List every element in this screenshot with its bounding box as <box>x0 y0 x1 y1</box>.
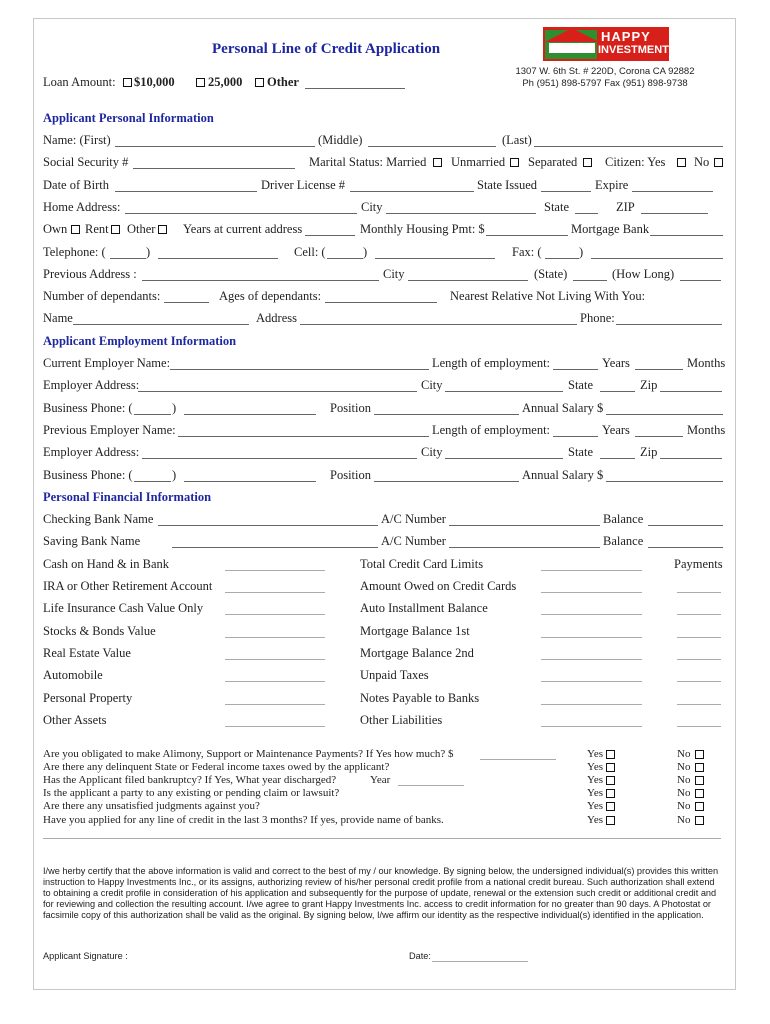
separated-checkbox[interactable] <box>583 158 592 167</box>
position-label: Position <box>330 401 371 415</box>
home-address-field[interactable] <box>125 213 357 214</box>
last-name-label: (Last) <box>502 133 532 147</box>
loan-25000-label: 25,000 <box>208 75 243 89</box>
no-checkbox[interactable] <box>695 816 704 825</box>
saving-ac-field[interactable] <box>449 547 600 548</box>
middle-name-field[interactable] <box>368 146 496 147</box>
liability-payment-field[interactable] <box>677 659 721 660</box>
mortgage-bank-field[interactable] <box>650 235 723 236</box>
no-checkbox[interactable] <box>695 789 704 798</box>
liability-balance-field[interactable] <box>541 704 642 705</box>
rent-checkbox[interactable] <box>111 225 120 234</box>
loan-10000-label: $10,000 <box>134 75 175 89</box>
previous-address-field[interactable] <box>142 280 379 281</box>
question-text: Has the Applicant filed bankruptcy? If Yes, What year discharged? <box>43 774 337 786</box>
previous-years-label: Years <box>602 423 630 437</box>
no-checkbox[interactable] <box>695 763 704 772</box>
unmarried-label: Unmarried <box>451 155 506 169</box>
position-field[interactable] <box>374 414 519 415</box>
loan-25000-checkbox[interactable] <box>196 78 205 87</box>
business-phone-area-field[interactable] <box>134 414 171 415</box>
yes-checkbox[interactable] <box>606 776 615 785</box>
state-issued-field[interactable] <box>541 191 591 192</box>
liability-balance-field[interactable] <box>541 726 642 727</box>
asset-value-field[interactable] <box>225 570 325 571</box>
separated-label: Separated <box>528 155 578 169</box>
loan-amount-label: Loan Amount: <box>43 75 116 89</box>
saving-balance-label: Balance <box>603 534 644 548</box>
married-checkbox[interactable] <box>433 158 442 167</box>
house-icon <box>545 30 597 59</box>
ssn-label: Social Security # <box>43 155 129 169</box>
saving-bank-field[interactable] <box>172 547 378 548</box>
expire-field[interactable] <box>632 191 713 192</box>
current-years-label: Years <box>602 356 630 370</box>
relative-address-field[interactable] <box>300 324 577 325</box>
asset-value-field[interactable] <box>225 726 325 727</box>
no-label: No <box>677 748 691 760</box>
liability-balance-field[interactable] <box>541 681 642 682</box>
current-length-months-field[interactable] <box>635 369 683 370</box>
ages-dependants-field[interactable] <box>325 302 437 303</box>
citizen-yes-label: Citizen: Yes <box>605 155 666 169</box>
previous-address-label: Previous Address : <box>43 267 137 281</box>
asset-value-field[interactable] <box>225 592 325 593</box>
current-employer-field[interactable] <box>170 369 429 370</box>
logo-word-investments: INVESTMENTS <box>598 44 677 56</box>
first-name-field[interactable] <box>115 146 315 147</box>
asset-label: Stocks & Bonds Value <box>43 624 156 638</box>
relative-name-label: Name <box>43 311 73 325</box>
first-name-label: Name: (First) <box>43 133 111 147</box>
banks-names-field[interactable] <box>43 838 721 839</box>
citizen-no-checkbox[interactable] <box>714 158 723 167</box>
fax-area-field[interactable] <box>545 258 579 259</box>
current-employer-label: Current Employer Name: <box>43 356 171 370</box>
business-phone-field[interactable] <box>184 414 316 415</box>
asset-label: Other Assets <box>43 713 107 727</box>
asset-value-field[interactable] <box>225 659 325 660</box>
no-label: No <box>677 814 691 826</box>
saving-bank-label: Saving Bank Name <box>43 534 141 548</box>
prev-business-phone-area-field[interactable] <box>134 481 171 482</box>
last-name-field[interactable] <box>534 146 723 147</box>
employment-info-heading: Applicant Employment Information <box>43 334 237 348</box>
yes-checkbox[interactable] <box>606 750 615 759</box>
monthly-housing-label: Monthly Housing Pmt: $ <box>360 222 485 236</box>
ages-dependants-label: Ages of dependants: <box>219 289 322 303</box>
loan-10000-checkbox[interactable] <box>123 78 132 87</box>
relative-phone-field[interactable] <box>616 324 722 325</box>
certification-text: I/we herby certify that the above information is valid and correct to the best of my / our knowledge. By signing below, the undersigned individual(s) provides this written instruction to Happy Investments Inc., or its assigns, authorizing review of his/her personal credit profile from a national credit bureau. Such authorization shall extend to obtaining a credit profile in consideration of his application and subsequently for the purpose of update, renewal or the extension such credit or additional credit and for reviewing and collection the resulting account. I/we agree to grant Happy Investments Inc. access to credit information for no greater than 90 days. A Photostat or facsimile copy of this authorization shall be valid as the original. By signing below, I/we affirm our identity as the respective individual(s) identified in the application. <box>43 866 719 920</box>
prev-employer-zip-label: Zip <box>640 445 658 459</box>
cell-number-field[interactable] <box>375 258 495 259</box>
previous-employer-field[interactable] <box>178 436 429 437</box>
form-title: Personal Line of Credit Application <box>212 41 441 57</box>
previous-state-field[interactable] <box>573 280 607 281</box>
liability-balance-field[interactable] <box>541 592 642 593</box>
state-issued-label: State Issued <box>477 178 538 192</box>
asset-label: Real Estate Value <box>43 646 131 660</box>
own-checkbox[interactable] <box>71 225 80 234</box>
previous-length-months-field[interactable] <box>635 436 683 437</box>
fax-label: Fax: ( <box>512 245 542 259</box>
yes-label: Yes <box>587 787 604 799</box>
liability-label: Notes Payable to Banks <box>360 691 480 705</box>
asset-label: IRA or Other Retirement Account <box>43 579 213 593</box>
employer-address-label: Employer Address: <box>43 378 140 392</box>
other-housing-checkbox[interactable] <box>158 225 167 234</box>
asset-label: Automobile <box>43 668 103 682</box>
prev-business-phone-paren: ) <box>172 468 177 482</box>
prev-employer-state-field[interactable] <box>600 458 635 459</box>
home-address-label: Home Address: <box>43 200 121 214</box>
previous-employer-label: Previous Employer Name: <box>43 423 176 437</box>
num-dependants-label: Number of dependants: <box>43 289 161 303</box>
home-zip-field[interactable] <box>641 213 708 214</box>
liability-payment-field[interactable] <box>677 592 721 593</box>
yes-checkbox[interactable] <box>606 789 615 798</box>
asset-value-field[interactable] <box>225 704 325 705</box>
liability-label: Other Liabilities <box>360 713 443 727</box>
liability-label: Mortgage Balance 2nd <box>360 646 474 660</box>
previous-city-field[interactable] <box>408 280 528 281</box>
previous-length-label: Length of employment: <box>432 423 551 437</box>
prev-business-phone-label: Business Phone: ( <box>43 468 133 482</box>
employer-state-field[interactable] <box>600 391 635 392</box>
loan-other-label: Other <box>267 75 299 89</box>
nearest-relative-label: Nearest Relative Not Living With You: <box>450 289 646 303</box>
company-address <box>505 66 705 90</box>
liability-payment-field[interactable] <box>677 681 721 682</box>
no-checkbox[interactable] <box>695 750 704 759</box>
previous-state-label: (State) <box>534 267 568 281</box>
no-label: No <box>677 774 691 786</box>
liability-payment-field[interactable] <box>677 726 721 727</box>
fax-number-field[interactable] <box>591 258 723 259</box>
home-city-label: City <box>361 200 383 214</box>
telephone-paren-close: ) <box>146 245 151 259</box>
rent-label: Rent <box>85 222 109 236</box>
liability-payment-field[interactable] <box>677 614 721 615</box>
yes-label: Yes <box>587 761 604 773</box>
asset-value-field[interactable] <box>225 614 325 615</box>
question-text: Are you obligated to make Alimony, Support or Maintenance Payments? If Yes how much? $ <box>43 748 454 760</box>
current-length-years-field[interactable] <box>553 369 598 370</box>
logo-word-happy: HAPPY <box>601 29 651 44</box>
yes-label: Yes <box>587 814 604 826</box>
how-long-field[interactable] <box>680 280 721 281</box>
no-label: No <box>677 761 691 773</box>
date-label: Date: <box>409 951 431 961</box>
middle-name-label: (Middle) <box>318 133 363 147</box>
liability-label: Unpaid Taxes <box>360 668 429 682</box>
no-checkbox[interactable] <box>695 776 704 785</box>
question-text: Have you applied for any line of credit in the last 3 months? If yes, provide name of banks. <box>43 814 444 826</box>
bankruptcy-year-field[interactable] <box>398 785 464 786</box>
prev-employer-city-field[interactable] <box>445 458 563 459</box>
relative-name-field[interactable] <box>73 324 249 325</box>
employer-address-field[interactable] <box>138 391 417 392</box>
asset-label: Personal Property <box>43 691 133 705</box>
telephone-label: Telephone: ( <box>43 245 106 259</box>
checking-ac-field[interactable] <box>449 525 600 526</box>
business-phone-label: Business Phone: ( <box>43 401 133 415</box>
cell-paren-close: ) <box>363 245 368 259</box>
home-state-label: State <box>544 200 569 214</box>
how-long-label: (How Long) <box>612 267 675 281</box>
liability-payment-field[interactable] <box>677 637 721 638</box>
current-months-label: Months <box>687 356 726 370</box>
home-zip-label: ZIP <box>616 200 635 214</box>
marital-married-label: Marital Status: Married <box>309 155 427 169</box>
prev-employer-address-label: Employer Address: <box>43 445 140 459</box>
question-text: Are there any unsatisfied judgments against you? <box>43 800 260 812</box>
no-checkbox[interactable] <box>695 802 704 811</box>
prev-employer-city-label: City <box>421 445 443 459</box>
years-at-address-label: Years at current address <box>183 222 303 236</box>
telephone-area-field[interactable] <box>110 258 146 259</box>
liability-balance-field[interactable] <box>541 637 642 638</box>
previous-city-label: City <box>383 267 405 281</box>
relative-address-label: Address <box>256 311 297 325</box>
applicant-signature-label: Applicant Signature : <box>43 951 128 961</box>
checking-bank-field[interactable] <box>158 525 378 526</box>
yes-label: Yes <box>587 774 604 786</box>
mortgage-bank-label: Mortgage Bank <box>571 222 650 236</box>
citizen-no-label: No <box>694 155 710 169</box>
other-housing-label: Other <box>127 222 156 236</box>
employer-state-label: State <box>568 378 593 392</box>
loan-other-field[interactable] <box>305 88 405 89</box>
yes-checkbox[interactable] <box>606 763 615 772</box>
liability-label: Auto Installment Balance <box>360 601 488 615</box>
employer-city-label: City <box>421 378 443 392</box>
address-line-1: 1307 W. 6th St. # 220D, Corona CA 92882 <box>515 66 695 77</box>
prev-annual-salary-field[interactable] <box>606 481 723 482</box>
home-state-field[interactable] <box>575 213 598 214</box>
asset-value-field[interactable] <box>225 637 325 638</box>
bankruptcy-year-label: Year <box>370 774 391 786</box>
monthly-housing-field[interactable] <box>486 235 568 236</box>
own-label: Own <box>43 222 68 236</box>
alimony-amount-field[interactable] <box>480 759 556 760</box>
employer-zip-field[interactable] <box>660 391 722 392</box>
checking-balance-field[interactable] <box>648 525 723 526</box>
prev-position-field[interactable] <box>374 481 519 482</box>
num-dependants-field[interactable] <box>164 302 209 303</box>
annual-salary-label: Annual Salary $ <box>522 401 604 415</box>
liability-label: Amount Owed on Credit Cards <box>360 579 517 593</box>
financial-info-heading: Personal Financial Information <box>43 490 212 504</box>
saving-ac-label: A/C Number <box>381 534 446 548</box>
yes-checkbox[interactable] <box>606 816 615 825</box>
expire-label: Expire <box>595 178 629 192</box>
dob-label: Date of Birth <box>43 178 109 192</box>
asset-label: Cash on Hand & in Bank <box>43 557 170 571</box>
prev-annual-salary-label: Annual Salary $ <box>522 468 604 482</box>
checking-balance-label: Balance <box>603 512 644 526</box>
dob-field[interactable] <box>115 191 257 192</box>
employer-zip-label: Zip <box>640 378 658 392</box>
checking-bank-label: Checking Bank Name <box>43 512 154 526</box>
telephone-number-field[interactable] <box>158 258 278 259</box>
citizen-yes-checkbox[interactable] <box>677 158 686 167</box>
happy-investments-logo <box>543 27 677 61</box>
asset-label: Life Insurance Cash Value Only <box>43 601 204 615</box>
years-at-address-field[interactable] <box>305 235 355 236</box>
payments-header: Payments <box>674 557 723 571</box>
prev-employer-zip-field[interactable] <box>660 458 722 459</box>
yes-checkbox[interactable] <box>606 802 615 811</box>
no-label: No <box>677 787 691 799</box>
fax-paren-close: ) <box>579 245 584 259</box>
loan-other-checkbox[interactable] <box>255 78 264 87</box>
ssn-field[interactable] <box>133 168 295 169</box>
prev-employer-state-label: State <box>568 445 593 459</box>
prev-position-label: Position <box>330 468 371 482</box>
employer-city-field[interactable] <box>445 391 563 392</box>
question-text: Is the applicant a party to any existing or pending claim or lawsuit? <box>43 787 340 799</box>
date-field[interactable] <box>432 961 528 962</box>
relative-phone-label: Phone: <box>580 311 615 325</box>
business-phone-paren: ) <box>172 401 177 415</box>
cell-area-field[interactable] <box>327 258 363 259</box>
driver-license-label: Driver License # <box>261 178 345 192</box>
question-text: Are there any delinquent State or Federal income taxes owed by the applicant? <box>43 761 390 773</box>
prev-employer-address-field[interactable] <box>142 458 417 459</box>
liability-balance-field[interactable] <box>541 659 642 660</box>
saving-balance-field[interactable] <box>648 547 723 548</box>
prev-business-phone-field[interactable] <box>184 481 316 482</box>
yes-label: Yes <box>587 800 604 812</box>
liability-balance-field[interactable] <box>541 570 642 571</box>
liability-balance-field[interactable] <box>541 614 642 615</box>
no-label: No <box>677 800 691 812</box>
checking-ac-label: A/C Number <box>381 512 446 526</box>
home-city-field[interactable] <box>386 213 536 214</box>
asset-value-field[interactable] <box>225 681 325 682</box>
current-length-label: Length of employment: <box>432 356 551 370</box>
previous-length-years-field[interactable] <box>553 436 598 437</box>
cell-label: Cell: ( <box>294 245 326 259</box>
liability-label: Mortgage Balance 1st <box>360 624 470 638</box>
unmarried-checkbox[interactable] <box>510 158 519 167</box>
liability-payment-field[interactable] <box>677 704 721 705</box>
previous-months-label: Months <box>687 423 726 437</box>
personal-info-heading: Applicant Personal Information <box>43 111 214 125</box>
address-line-2: Ph (951) 898-5797 Fax (951) 898-9738 <box>522 78 688 89</box>
yes-label: Yes <box>587 748 604 760</box>
liability-label: Total Credit Card Limits <box>360 557 484 571</box>
annual-salary-field[interactable] <box>606 414 723 415</box>
driver-license-field[interactable] <box>350 191 474 192</box>
